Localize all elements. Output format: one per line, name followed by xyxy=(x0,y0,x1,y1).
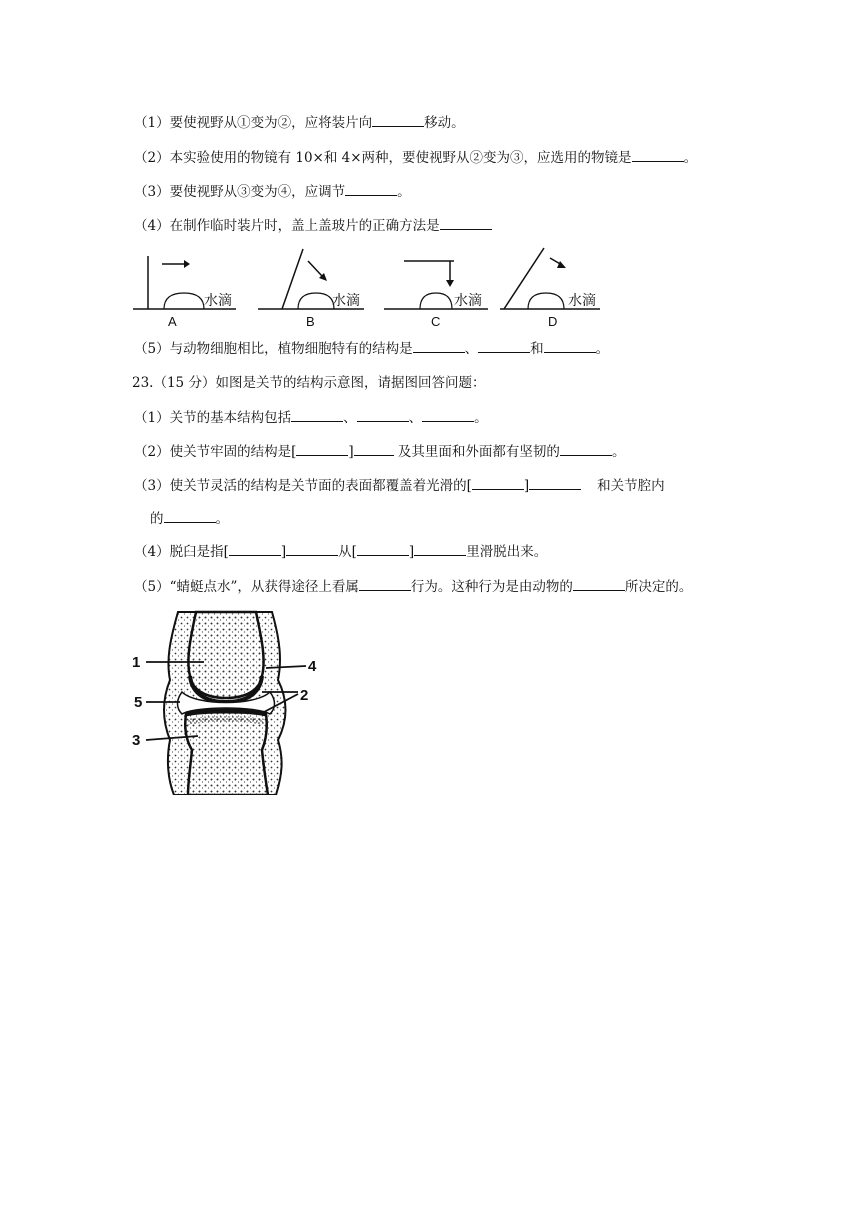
q23-line-5 xyxy=(134,576,860,597)
q22-s5-tail: 。 xyxy=(595,341,610,357)
label-2: 2 xyxy=(300,687,309,704)
bracket: ] xyxy=(523,478,530,494)
separator: 和 xyxy=(530,341,544,357)
q23-s2-text: （2）使关节牢固的结构是[ xyxy=(134,444,297,460)
q23-s3-mid: 和关节腔内 xyxy=(597,478,665,494)
q22-s1-text: （1）要使视野从①变为②，应将装片向 xyxy=(134,115,373,131)
q23-s4-tail: 里滑脱出来。 xyxy=(466,544,548,560)
q23-s2-mid: 及其里面和外面都有坚韧的 xyxy=(393,444,560,460)
separator: 、 xyxy=(464,341,479,357)
answer-blank[interactable] xyxy=(357,407,409,422)
q23-s3-text: （3）使关节灵活的结构是关节面的表面都覆盖着光滑的[ xyxy=(134,478,472,494)
q23-line-3b xyxy=(150,508,860,529)
water-drop-label: 水滴 xyxy=(454,292,482,308)
water-drop-label: 水滴 xyxy=(204,292,232,308)
answer-blank[interactable] xyxy=(529,475,581,490)
answer-blank[interactable] xyxy=(440,215,492,230)
answer-blank[interactable] xyxy=(286,541,338,556)
bracket: ] xyxy=(280,544,287,560)
q23-s5-mid: 行为。这种行为是由动物的 xyxy=(410,579,573,595)
option-label: B xyxy=(306,314,315,329)
option-a-diagram xyxy=(133,256,236,329)
q22-s4-text: （4）在制作临时装片时，盖上盖玻片的正确方法是 xyxy=(134,218,440,234)
q22-s2-tail: 。 xyxy=(683,150,698,166)
q22-s3-text: （3）要使视野从③变为④，应调节 xyxy=(134,184,346,200)
coverslip-methods-figure xyxy=(128,246,608,330)
q22-line-5 xyxy=(134,338,860,359)
q22-s1-tail: 移动。 xyxy=(424,115,465,131)
label-1: 1 xyxy=(132,654,141,671)
q23-s4-text: （4）脱臼是指[ xyxy=(134,544,229,560)
q23-s5-tail: 所决定的。 xyxy=(624,579,693,595)
q23-s5-text: （5）“蜻蜓点水”，从获得途径上看属 xyxy=(134,579,359,595)
answer-blank[interactable] xyxy=(413,338,465,353)
answer-blank[interactable] xyxy=(229,541,281,556)
q22-s3-tail: 。 xyxy=(397,184,411,200)
separator: 、 xyxy=(408,410,423,426)
answer-blank[interactable] xyxy=(544,338,596,353)
answer-blank[interactable] xyxy=(560,441,612,456)
q23-line-3 xyxy=(134,475,860,496)
q22-s2-text: （2）本实验使用的物镜有 10×和 4×两种，要使视野从②变为③，应选用的物镜是 xyxy=(134,150,632,166)
answer-blank[interactable] xyxy=(296,441,348,456)
answer-blank[interactable] xyxy=(164,508,216,523)
separator: 、 xyxy=(343,410,357,426)
q23-s2-tail: 。 xyxy=(611,444,626,460)
answer-blank[interactable] xyxy=(291,407,343,422)
q22-line-2 xyxy=(134,147,860,168)
water-drop-label: 水滴 xyxy=(568,292,596,308)
answer-blank[interactable] xyxy=(472,475,524,490)
q23-title: 23.（15 分）如图是关节的结构示意图，请据图回答问题： xyxy=(132,375,486,391)
label-5: 5 xyxy=(134,694,143,711)
q23-line-2 xyxy=(134,441,860,462)
option-b-diagram xyxy=(258,249,364,329)
q23-s3b-tail: 。 xyxy=(215,511,229,527)
q22-line-4 xyxy=(134,215,860,236)
answer-blank[interactable] xyxy=(372,112,424,127)
option-label: C xyxy=(431,314,441,329)
answer-blank[interactable] xyxy=(359,576,411,591)
option-label: D xyxy=(548,314,558,329)
label-3: 3 xyxy=(132,732,141,749)
answer-blank[interactable] xyxy=(414,541,466,556)
option-label: A xyxy=(168,314,177,329)
water-drop-label: 水滴 xyxy=(332,292,360,308)
bracket: ] xyxy=(408,544,415,560)
q23-s1-text: （1）关节的基本结构包括 xyxy=(134,410,292,426)
q23-line-4 xyxy=(134,541,860,562)
q23-s1-tail: 。 xyxy=(474,410,488,426)
q22-line-1 xyxy=(134,112,860,133)
option-d-diagram xyxy=(500,248,600,329)
answer-blank[interactable] xyxy=(422,407,474,422)
option-c-diagram xyxy=(384,261,488,329)
answer-blank[interactable] xyxy=(354,441,394,456)
q23-line-1 xyxy=(134,407,860,428)
q23-s4-mid: 从[ xyxy=(338,544,357,560)
answer-blank[interactable] xyxy=(632,147,684,162)
q22-line-3 xyxy=(134,181,860,202)
answer-blank[interactable] xyxy=(357,541,409,556)
q22-s5-text: （5）与动物细胞相比，植物细胞特有的结构是 xyxy=(134,341,413,357)
q23-s3b-text: 的 xyxy=(150,511,164,527)
joint-structure-diagram xyxy=(126,610,326,795)
answer-blank[interactable] xyxy=(478,338,530,353)
answer-blank[interactable] xyxy=(345,181,397,196)
bracket: ] xyxy=(348,444,354,460)
label-4: 4 xyxy=(308,658,317,675)
answer-blank[interactable] xyxy=(573,576,625,591)
